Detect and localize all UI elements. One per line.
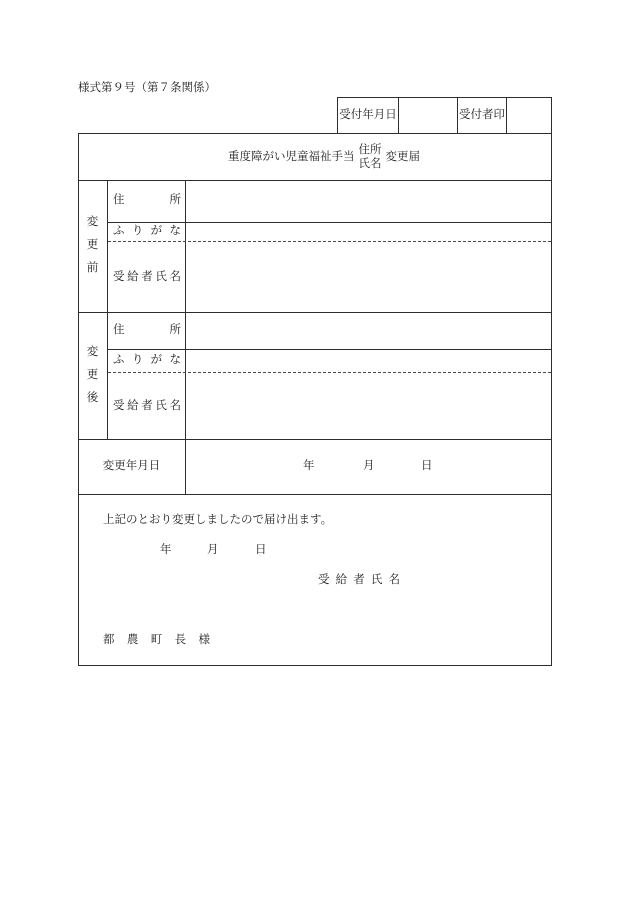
change-date-year: 年 [303,460,315,472]
before-furigana-value [186,223,551,241]
label-char: ふ [113,225,125,237]
before-name-value [186,242,551,312]
label-char: 受 [318,574,330,586]
label-char: 給 [335,574,348,586]
declaration-day: 日 [255,544,267,556]
title-suffix: 変更届 [385,150,420,163]
after-address-label [113,323,181,337]
label-char: 住 [113,194,125,206]
before-name-label [113,270,181,284]
row-divider [78,439,552,440]
after-name-label [113,399,181,413]
label-char: り [131,354,144,366]
title-stacked-bottom: 氏名 [358,157,382,170]
reception-stamp-cell [507,98,551,133]
label-char: 変 [86,216,99,228]
title-main: 重度障がい児童福祉手当 [228,150,355,163]
label-char: 名 [169,400,181,412]
label-char: 農 [126,634,139,646]
section-column-divider [107,180,108,439]
label-char: 受 [113,400,125,412]
label-char: 氏 [155,271,167,283]
label-char: 前 [86,262,99,274]
reception-date-label: 受付年月日 [339,109,397,121]
label-char: 様 [198,634,210,646]
form-title [228,133,420,180]
label-char: 氏 [155,400,167,412]
label-char: 給 [127,400,139,412]
label-char: 名 [169,271,181,283]
label-char: 者 [353,574,365,586]
label-char: 受 [113,271,125,283]
change-date-month: 月 [363,460,375,472]
after-address-value [186,313,551,349]
change-date-day: 日 [421,460,433,472]
before-address-value [186,181,551,222]
before-section-label [78,215,107,275]
declaration-year: 年 [160,544,172,556]
label-char: り [131,225,144,237]
label-char: 町 [150,634,163,646]
reception-stamp-label: 受付者印 [459,109,505,121]
label-char: ふ [113,354,125,366]
label-char: 更 [86,239,99,251]
label-char: 更 [86,369,99,381]
change-date-label: 変更年月日 [102,460,161,472]
label-char: 長 [174,634,187,646]
label-char: 住 [113,324,125,336]
label-char: な [169,354,181,366]
before-furigana-label [113,224,181,238]
title-stacked [359,143,382,171]
row-divider [78,494,552,495]
label-char: 所 [169,194,181,206]
label-char: が [150,225,163,237]
signer-name-label [318,573,400,587]
label-char: 名 [388,574,400,586]
before-address-label [113,193,181,207]
after-name-value [186,373,551,439]
title-stacked-top: 住所 [358,143,382,156]
label-char: が [150,354,163,366]
label-char: 所 [169,324,181,336]
after-furigana-value [186,350,551,372]
label-char: 者 [141,271,153,283]
label-char: 変 [86,346,99,358]
reception-date-cell [399,98,457,133]
after-furigana-label [113,353,181,367]
label-char: 給 [127,271,139,283]
declaration-month: 月 [207,544,219,556]
label-char: 氏 [370,574,383,586]
label-char: 後 [86,392,99,404]
after-section-label [78,345,107,405]
label-char: 者 [141,400,153,412]
declaration-statement: 上記のとおり変更しましたので届け出ます。 [103,514,333,526]
addressee [103,633,210,647]
form-number: 様式第９号（第７条関係） [78,82,216,94]
label-char: 都 [103,634,115,646]
label-char: な [169,225,181,237]
